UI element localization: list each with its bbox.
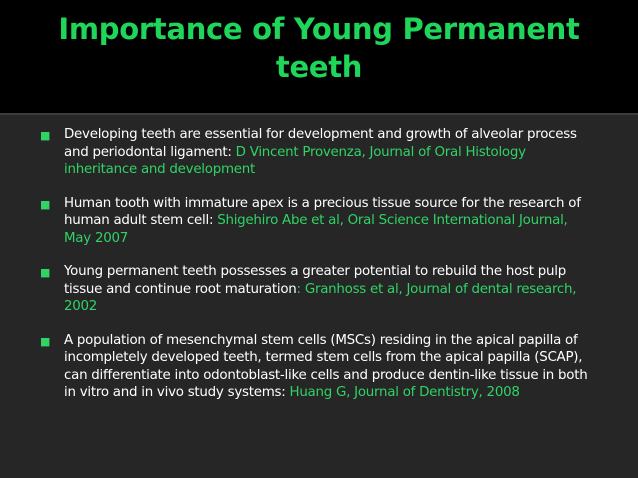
bullet-citation: : Granhoss et al, Journal of dental research, 2002 (64, 281, 577, 314)
bullet-item (38, 263, 598, 316)
bullet-item (38, 126, 598, 179)
slide-title (0, 10, 638, 86)
bullet-citation: Huang G, Journal of Dentistry, 2008 (289, 385, 520, 400)
title-band (0, 0, 638, 100)
bullet-square-icon: ■ (40, 266, 51, 279)
bullet-text: Human tooth with immature apex is a precious tissue source for the research of human adult stem cell: (64, 195, 581, 228)
slide-title-line-2: teeth (275, 50, 363, 84)
bullet-text: Developing teeth are essential for development and growth of alveolar process and periodontal ligament: (64, 127, 577, 160)
bullet-text: A population of mesenchymal stem cells (MSCs) residing in the apical papilla of incompletely developed teeth, termed stem cells from the apical papilla (SCAP), can differentiate into odontoblast-like cells and produce dentin-like tissue in both in vitro and in vivo study systems: (64, 332, 588, 400)
bullet-citation: D Vincent Provenza, Journal of Oral Histology inheritance and development (64, 144, 526, 177)
bullet-item (38, 332, 598, 402)
bullet-text: Young permanent teeth possesses a greater potential to rebuild the host pulp tissue and continue root maturation (64, 264, 566, 297)
slide-title-line-1: Importance of Young Permanent (58, 12, 580, 46)
bullet-square-icon: ■ (40, 129, 51, 142)
bullet-item (38, 195, 598, 248)
bullet-citation: Shigehiro Abe et al, Oral Science International Journal, May 2007 (64, 213, 568, 246)
bullet-list (38, 126, 598, 418)
bullet-square-icon: ■ (40, 334, 51, 348)
bullet-square-icon: ■ (40, 197, 51, 211)
